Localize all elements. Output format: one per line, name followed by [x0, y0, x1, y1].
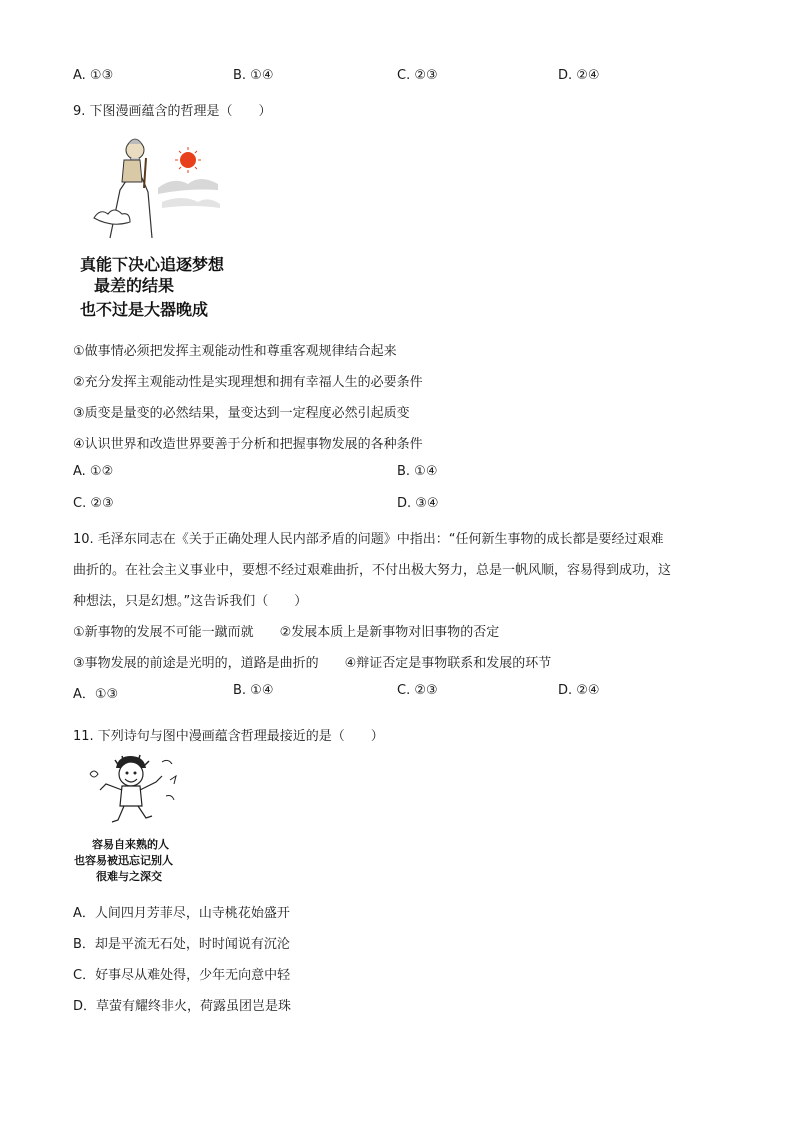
q9-cartoon-illustration	[80, 130, 230, 240]
q9-cartoon-caption-1: 真能下决心追逐梦想	[80, 255, 225, 274]
q9-option-a: A. ①②	[73, 464, 114, 479]
q9-statement-2: ②充分发挥主观能动性是实现理想和拥有幸福人生的必要条件	[73, 375, 423, 390]
q9-statement-3: ③质变是量变的必然结果，量变达到一定程度必然引起质变	[73, 406, 410, 421]
q11-cartoon-caption-2: 也容易被迅忘记别人	[74, 854, 173, 867]
q11-cartoon-caption-3: 很难与之深交	[96, 870, 162, 883]
q9-stem: 9. 下图漫画蕴含的哲理是（ ）	[73, 104, 272, 119]
q11-option-b: B．却是平流无石处，时时闻说有沉沦	[73, 937, 290, 952]
q8-option-a: A. ①③	[73, 68, 114, 83]
q11-option-c: C．好事尽从难处得，少年无向意中轻	[73, 968, 291, 983]
q9-statement-4: ④认识世界和改造世界要善于分析和把握事物发展的各种条件	[73, 437, 423, 452]
q9-cartoon-caption-2: 最差的结果	[94, 276, 175, 295]
q9-option-b: B. ①④	[397, 464, 438, 479]
q10-stem-line-3: 种想法，只是幻想。”这告诉我们（ ）	[73, 594, 308, 609]
q8-option-b: B. ①④	[233, 68, 274, 83]
q10-option-c: C. ②③	[397, 683, 438, 698]
q10-option-d: D. ②④	[558, 683, 600, 698]
q10-stem-line-2: 曲折的。在社会主义事业中，要想不经过艰难曲折，不付出极大努力，总是一帆风顺，容易得到成功，这	[73, 563, 672, 578]
q11-option-a: A．人间四月芳菲尽，山寺桃花始盛开	[73, 906, 290, 921]
q11-option-d: D．草萤有耀终非火，荷露虽团岂是珠	[73, 999, 292, 1014]
q10-statements-line-2: ③事物发展的前途是光明的，道路是曲折的 ④辩证否定是事物联系和发展的环节	[73, 656, 552, 671]
q8-option-d: D. ②④	[558, 68, 600, 83]
q9-option-c: C. ②③	[73, 496, 114, 511]
q10-statements-line-1: ①新事物的发展不可能一蹴而就 ②发展本质上是新事物对旧事物的否定	[73, 625, 500, 640]
q9-statement-1: ①做事情必须把发挥主观能动性和尊重客观规律结合起来	[73, 344, 397, 359]
q11-stem: 11. 下列诗句与图中漫画蕴含哲理最接近的是（ ）	[73, 729, 384, 744]
q10-stem-line-1: 10. 毛泽东同志在《关于正确处理人民内部矛盾的问题》中指出：“任何新生事物的成长都是要经过艰难	[73, 532, 664, 547]
q11-cartoon-illustration	[86, 752, 196, 832]
q9-cartoon-caption-3: 也不过是大器晚成	[80, 300, 209, 319]
q9-option-d: D. ③④	[397, 496, 439, 511]
q8-option-c: C. ②③	[397, 68, 438, 83]
q10-option-b: B. ①④	[233, 683, 274, 698]
q10-option-a: A．①③	[73, 687, 119, 702]
q11-cartoon-caption-1: 容易自来熟的人	[92, 838, 169, 851]
